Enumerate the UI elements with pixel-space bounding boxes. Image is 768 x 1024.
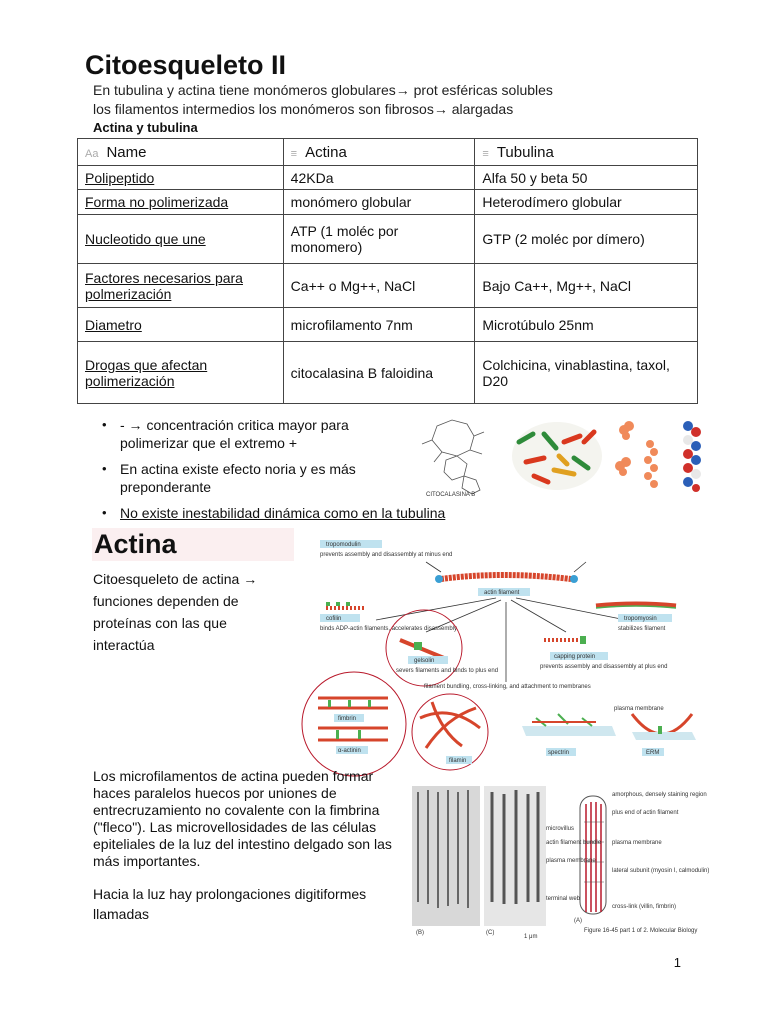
micro-label-membrane: plasma membrane — [546, 858, 596, 864]
micro-label-terminal-web: terminal web — [546, 896, 581, 902]
micro-right-5: cross-link (villin, fimbrin) — [612, 904, 677, 910]
chem-caption: CITOCALASINA B — [426, 492, 476, 498]
table-row — [78, 308, 698, 342]
row-tubulina: Colchicina, vinablastina, taxol, D20 — [475, 342, 698, 404]
row-tubulina: Bajo Ca++, Mg++, NaCl — [475, 264, 698, 308]
list-item: • En actina existe efecto noria y es más preponderante — [100, 460, 400, 496]
micro-label-microvillus: microvillus — [546, 826, 575, 832]
lines-icon: ≡ — [482, 147, 489, 160]
alpha-actinin-label: α-actinin — [338, 748, 361, 754]
header-tubulina: ≡ Tubulina — [475, 139, 698, 166]
table-subtitle: Actina y tubulina — [93, 120, 198, 135]
page-number: 1 — [673, 955, 681, 970]
cofilin-desc: binds ADP-actin filaments, accelerates disassembly — [320, 626, 458, 632]
micro-right-3: plasma membrane — [612, 840, 662, 846]
list-item: • No existe inestabilidad dinámica como en la tubulina — [100, 504, 540, 522]
micro-right-4: lateral subunit (myosin I, calmodulin) — [612, 868, 710, 874]
plasma-membrane-label: plasma membrane — [614, 706, 664, 712]
bundling-label: filament bundling, cross-linking, and attachment to membranes — [424, 684, 591, 690]
tropomodulin-label: tropomodulin — [326, 542, 361, 548]
intro-line-2: los filamentos intermedios los monómeros son fibrosos→ alargadas — [93, 101, 514, 117]
page-title: Citoesqueleto II — [85, 50, 287, 80]
citochalasin-structure-figure — [412, 414, 500, 500]
erm-label: ERM — [646, 750, 660, 756]
table-row — [78, 342, 698, 404]
filament-surface-figure — [676, 414, 708, 496]
header-actina: ≡ Actina — [283, 139, 475, 166]
micro-label-bundle: actin filament bundle — [546, 840, 602, 846]
row-tubulina: Heterodímero globular — [475, 190, 698, 215]
row-name: Drogas que afectan polimerización — [78, 342, 284, 404]
table-row — [78, 264, 698, 308]
row-actina: ATP (1 moléc por monomero) — [283, 215, 475, 264]
gelsolin-desc: severs filaments and binds to plus end — [396, 668, 499, 674]
scale-label: 1 μm — [524, 934, 538, 940]
table-row — [78, 215, 698, 264]
row-actina: citocalasina B faloidina — [283, 342, 475, 404]
comparison-table — [77, 138, 698, 404]
table-header-row — [78, 139, 698, 166]
actina-description: Citoesqueleto de actina → funciones dependen de proteínas con las que interactúa — [93, 571, 258, 653]
row-actina: microfilamento 7nm — [283, 308, 475, 342]
row-name: Forma no polimerizada — [78, 190, 284, 215]
capping-label: capping protein — [554, 654, 596, 660]
text-type-icon: Aa — [85, 147, 99, 160]
intro-line-1: En tubulina y actina tiene monómeros globulares→ prot esféricas solubles — [93, 82, 553, 98]
actin-monomers-figure — [610, 414, 676, 500]
tropomyosin-label: tropomyosin — [624, 616, 657, 622]
row-tubulina: GTP (2 moléc por dímero) — [475, 215, 698, 264]
figure-caption: Figure 16-45 part 1 of 2. Molecular Biology — [584, 928, 698, 934]
actin-binding-proteins-diagram — [296, 522, 698, 768]
actin-filament-label: actin filament — [484, 590, 520, 596]
micro-right-2: plus end of actin filament — [612, 810, 679, 816]
cofilin-label: cofilin — [326, 616, 342, 622]
row-actina: Ca++ o Mg++, NaCl — [283, 264, 475, 308]
tropomyosin-desc: stabilizes filament — [618, 626, 666, 632]
microfilament-paragraph-2: Hacia la luz hay prolongaciones digitiformes llamadas — [93, 886, 367, 922]
filamin-label: filamin — [449, 758, 467, 764]
microfilament-paragraph: Los microfilamentos de actina pueden formar haces paralelos huecos por uniones de entrecruzamiento no covalente con la fimbrina ("fleco"). Las microvellosidades de las células epiteliales de la luz del intestino delgado son las más importantes. — [93, 768, 392, 869]
row-actina: 42KDa — [283, 166, 475, 190]
microvilli-figure — [404, 782, 710, 944]
row-actina: monómero globular — [283, 190, 475, 215]
fimbrin-label: fimbrin — [338, 716, 357, 722]
list-item: • - → concentración critica mayor para polimerizar que el extremo + — [100, 416, 400, 452]
table-row — [78, 166, 698, 190]
micro-right-1: amorphous, densely staining region — [612, 792, 707, 798]
row-name: Factores necesarios para polmerización — [78, 264, 284, 308]
panel-b-label: (B) — [416, 930, 424, 936]
panel-c-label: (C) — [486, 930, 495, 936]
spectrin-label: spectrin — [548, 750, 570, 756]
capping-desc: prevents assembly and disassembly at plus end — [540, 664, 668, 670]
section-title: Actina — [92, 528, 294, 561]
row-name: Polipeptido — [78, 166, 284, 190]
row-tubulina: Microtúbulo 25nm — [475, 308, 698, 342]
tropomodulin-desc: prevents assembly and disassembly at minus end — [320, 552, 453, 558]
header-name: Aa Name — [78, 139, 284, 166]
row-name: Nucleotido que une — [78, 215, 284, 264]
panel-a-label: (A) — [574, 918, 582, 924]
gelsolin-label: gelsolin — [414, 658, 435, 664]
bullet-list — [100, 416, 446, 530]
actin-filament-mark — [441, 575, 571, 579]
table-row — [78, 190, 698, 215]
lines-icon: ≡ — [290, 147, 298, 160]
row-name: Diametro — [78, 308, 284, 342]
actin-protein-structure — [504, 412, 610, 496]
row-tubulina: Alfa 50 y beta 50 — [475, 166, 698, 190]
